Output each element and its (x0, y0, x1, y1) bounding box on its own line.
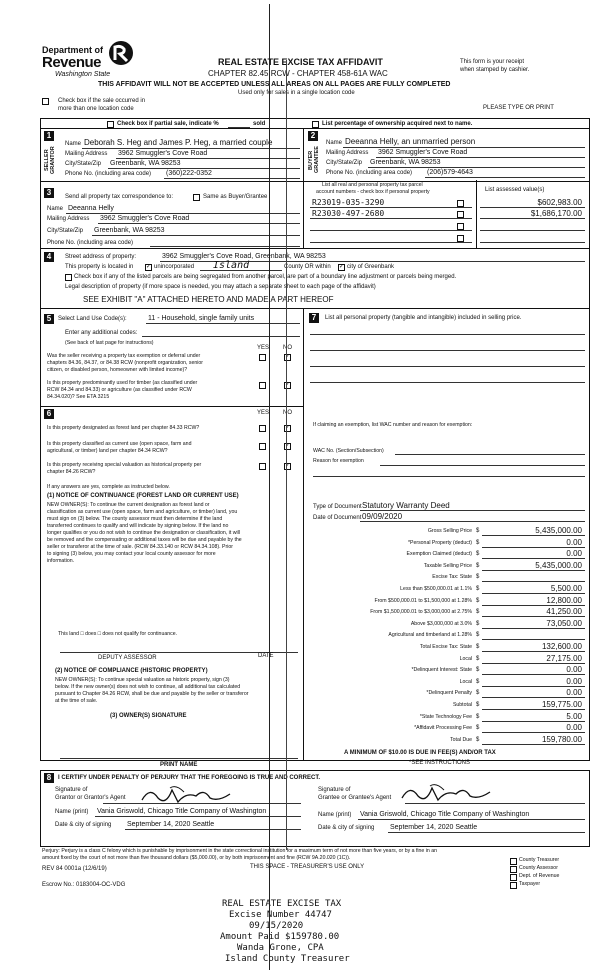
personal-property-line[interactable] (310, 366, 585, 367)
notice2-line: below. If the new owner(s) does not wish to continue, all additional tax calculated (55, 684, 241, 690)
notice1-line: longer qualifies or you do not wish to continue the designation or classification, it will (47, 530, 240, 536)
street-value[interactable]: 3962 Smuggler's Cove Road, Greenbank, WA 98253 (162, 253, 326, 260)
s6-q3-yes-checkbox[interactable] (259, 463, 266, 470)
reason-line[interactable] (313, 476, 585, 477)
county-handwritten[interactable]: Island (213, 260, 250, 271)
tax-row-label: Local (459, 656, 472, 662)
multi-location-checkbox[interactable] (42, 98, 49, 105)
seller-name-value[interactable]: Deborah S. Heg and James P. Heg, a married couple (84, 138, 273, 147)
grantor-name-label: Name (print) (55, 809, 89, 815)
s5-q1-line2: chapters 84.36, 84.37, or 84.38 RCW (nonprofit organization, senior (47, 360, 204, 366)
multi-location-label-1: Check box if the sale occurred in (58, 98, 146, 104)
unincorporated-checkbox[interactable]: ✓ (146, 264, 152, 270)
doc-date-value[interactable]: 09/09/2020 (362, 512, 403, 521)
tax-row-value[interactable]: 0.00 (566, 677, 582, 686)
grantee-date-label: Date & city of signing (318, 825, 375, 831)
corr-city-value[interactable]: Greenbank, WA 98253 (94, 227, 165, 234)
same-as-buyer-checkbox[interactable] (193, 194, 200, 201)
stamp-line: REAL ESTATE EXCISE TAX (222, 899, 342, 909)
located-label: This property is located in (65, 264, 134, 270)
dollar-sign: $ (476, 609, 480, 615)
seller-phone-label: Phone No. (including area code) (65, 171, 152, 177)
corr-city-label: City/State/Zip (47, 228, 84, 234)
underline (480, 218, 585, 219)
notice1-line: transferred continues to qualify and will indicate by signing below. If the land no (47, 523, 229, 529)
tax-row-underline (482, 558, 585, 559)
s6-yes-header: YES (257, 410, 270, 416)
wac-label: WAC No. (Section/Subsection) (313, 448, 384, 454)
personal-property-line[interactable] (310, 350, 585, 351)
notice1-line: classification as current use (open space, farm and agriculture, or timber) land, you (47, 509, 238, 515)
tax-row-label: *Affidavit Processing Fee (414, 725, 472, 731)
tax-row-value[interactable]: 12,800.00 (546, 596, 582, 605)
tax-row-value[interactable]: 5,435,000.00 (535, 561, 582, 570)
underline (360, 521, 585, 522)
same-as-buyer-label: Same as Buyer/Grantee (203, 194, 268, 200)
single-location-note: Used only for sales in a single location code (238, 90, 355, 96)
tax-row-underline (482, 721, 585, 722)
buyer-name-label: Name (326, 140, 343, 146)
underline (310, 230, 472, 231)
tax-row-value[interactable]: 27,175.00 (546, 654, 582, 663)
s6-q1-no-checkbox[interactable]: ✓ (285, 425, 291, 431)
street-label: Street address of property: (65, 254, 137, 260)
underline (358, 819, 585, 820)
dollar-sign: $ (476, 632, 480, 638)
grantee-sig-label-2: Grantee or Grantee's Agent (318, 795, 392, 801)
underline (360, 510, 585, 511)
certify-statement: I CERTIFY UNDER PENALTY OF PERJURY THAT THE FOREGOING IS TRUE AND CORRECT. (58, 775, 321, 781)
tax-row-value[interactable]: 159,780.00 (541, 735, 582, 744)
city-of-checkbox[interactable]: ✓ (339, 264, 345, 270)
tax-row-underline (482, 651, 585, 652)
tax-row-underline (482, 744, 585, 745)
additional-codes-label: Enter any additional codes: (65, 330, 138, 336)
deputy-assessor-label: DEPUTY ASSESSOR (98, 655, 157, 661)
personal-property-checkbox[interactable] (457, 200, 464, 207)
s6-no-header: NO (283, 410, 292, 416)
land-use-value[interactable]: 11 - Household, single family units (148, 315, 255, 322)
dollar-sign: $ (476, 586, 480, 592)
tax-row-underline (482, 732, 585, 733)
tax-row-value[interactable]: 5,435,000.00 (535, 526, 582, 535)
underline (310, 207, 472, 208)
dollar-sign: $ (476, 690, 480, 696)
legal-label: Legal description of property (if more space is needed, you may attach a separate sheet to each page of the affidavit) (65, 284, 376, 290)
dollar-sign: $ (476, 656, 480, 662)
dollar-sign: $ (476, 563, 480, 569)
form-title: REAL ESTATE EXCISE TAX AFFIDAVIT (218, 57, 383, 67)
checklist-label: County Treasurer (519, 857, 560, 863)
tax-row-underline (482, 547, 585, 548)
seller-city-label: City/State/Zip (65, 161, 102, 167)
stamp-line: Amount Paid $159780.00 (220, 932, 340, 942)
underline (125, 829, 301, 830)
form-revision: REV 84 0001a (12/6/19) (42, 866, 107, 872)
tax-row-underline (482, 709, 585, 710)
s6-q1: Is this property designated as forest land per chapter 84.33 RCW? (47, 425, 200, 431)
corr-addr-label: Mailing Address (47, 216, 90, 222)
doc-type-label: Type of Document (313, 504, 362, 510)
doc-type-value[interactable]: Statutory Warranty Deed (362, 501, 450, 510)
grantor-name-value[interactable]: Vania Griswold, Chicago Title Company of Washington (97, 808, 267, 815)
personal-property-checkbox[interactable] (457, 223, 464, 230)
assessed-header: List assessed value(s) (485, 187, 545, 193)
divider (40, 406, 303, 407)
exemption-label: If claiming an exemption, list WAC number and reason for exemption: (313, 422, 473, 428)
s6-q1-yes-checkbox[interactable] (259, 425, 266, 432)
tax-row-label: *Delinquent Penalty (426, 690, 472, 696)
form-chapter: CHAPTER 82.45 RCW - CHAPTER 458-61A WAC (208, 69, 388, 78)
notice2-title: (2) NOTICE OF COMPLIANCE (HISTORIC PROPERTY) (55, 668, 208, 674)
section-1-number: 1 (44, 131, 54, 141)
checklist-label: Taxpayer (519, 881, 541, 887)
underline (480, 230, 585, 231)
seller-side-label: SELLER GRANTOR (44, 146, 56, 174)
tax-row-underline (482, 639, 585, 640)
dollar-sign: $ (476, 621, 480, 627)
list-pct-checkbox[interactable] (312, 121, 319, 128)
notice1-title: (1) NOTICE OF CONTINUANCE (FOREST LAND OR CURRENT USE) (47, 493, 239, 499)
tax-row-underline (482, 535, 585, 536)
grantor-sig-label-2: Grantor or Grantor's Agent (55, 795, 126, 801)
dollar-sign: $ (476, 528, 480, 534)
tax-row-value[interactable]: 41,250.00 (546, 607, 582, 616)
stamp-line: Island County Treasurer (225, 954, 350, 964)
county-treasurer-checkbox[interactable] (510, 858, 517, 865)
buyer-phone-label: Phone No. (including area code) (326, 170, 413, 176)
s6-q2-line1: Is this property classified as current use (open space, farm and (47, 441, 192, 447)
section-3-number: 3 (44, 188, 54, 198)
seller-addr-label: Mailing Address (65, 151, 108, 157)
tax-row-underline (482, 663, 585, 664)
multi-location-label-2: more than one location code (58, 106, 134, 112)
s6-q2-no-checkbox[interactable]: ✓ (285, 443, 291, 449)
land-qualify: This land □ does □ does not qualify for continuance. (58, 631, 178, 637)
stamp-line: Wanda Grone, CPA (237, 943, 324, 953)
notice1-line: must sign on (3) below. The county assessor must then determine if the land (47, 516, 223, 522)
tax-row-underline (482, 686, 585, 687)
parcel-number[interactable]: R23019-035-3290 (312, 198, 385, 207)
tax-row-value[interactable]: 0.00 (566, 538, 582, 547)
notice2-line: at the time of sale. (55, 698, 98, 704)
dollar-sign: $ (476, 667, 480, 673)
tax-row-value[interactable]: 5,500.00 (550, 584, 582, 593)
doc-date-label: Date of Document (313, 515, 362, 521)
grantee-signature-line[interactable] (405, 803, 585, 804)
section-8-number: 8 (44, 773, 54, 783)
taxpayer-checkbox[interactable] (510, 882, 517, 889)
tax-row-label: Total Excise Tax: State (419, 644, 472, 650)
divider (303, 180, 304, 248)
s5-q1-line1: Was the seller receiving a property tax exemption or deferral under (47, 353, 201, 359)
parcel-header-1: List all real and personal property tax parcel (322, 182, 423, 188)
grantee-name-label: Name (print) (318, 812, 352, 818)
wac-line[interactable] (395, 454, 585, 455)
dept-line2: Revenue (42, 54, 102, 71)
section-2-number: 2 (308, 131, 318, 141)
list-pct-label: List percentage of ownership acquired next to name. (322, 121, 473, 127)
underline (376, 157, 585, 158)
tax-row-value[interactable]: 132,600.00 (541, 642, 582, 651)
buyer-addr-label: Mailing Address (326, 150, 369, 156)
underline (82, 148, 300, 149)
reason-label: Reason for exemption (313, 458, 364, 464)
tax-row-value[interactable]: 5.00 (566, 712, 582, 721)
section-7-number: 7 (309, 313, 319, 323)
tax-row-label: Exemption Claimed (deduct) (406, 551, 472, 557)
underline (480, 242, 585, 243)
owner-signature-label: (3) OWNER(S) SIGNATURE (110, 713, 187, 719)
parcel-number[interactable]: R23030-497-2680 (312, 209, 385, 218)
parcel-header-2: account numbers - check box if personal property (316, 189, 430, 195)
s5-q2-line1: Is this property predominantly used for timber (as classified under (47, 380, 198, 386)
unincorporated-label: unincorporated (154, 264, 195, 270)
receipt-note-1: This form is your receipt (460, 59, 525, 65)
partial-sale-checkbox[interactable] (107, 121, 114, 128)
notice1-line: information. (47, 558, 75, 564)
tax-row-value[interactable]: 159,775.00 (541, 700, 582, 709)
county-assessor-checkbox[interactable] (510, 866, 517, 873)
exhibit-text[interactable]: SEE EXHIBIT "A" ATTACHED HERETO AND MADE A PART HEREOF (83, 295, 334, 304)
s6-q2-line2: agricultural, or timber) land per chapter 84.34 RCW? (47, 448, 168, 454)
corr-addr-value[interactable]: 3962 Smuggler's Cove Road (100, 215, 190, 222)
print-name-label: PRINT NAME (160, 762, 198, 768)
city-of-label: city of Greenbank (347, 264, 395, 270)
buyer-city-value[interactable]: Greenbank, WA 98253 (370, 159, 441, 166)
personal-property-checkbox[interactable] (457, 235, 464, 242)
corr-phone-line[interactable] (150, 246, 300, 247)
additional-codes-line[interactable] (142, 336, 300, 337)
s5-q1-yes-checkbox[interactable] (259, 354, 266, 361)
s5-q2-yes-checkbox[interactable] (259, 382, 266, 389)
underline (480, 207, 585, 208)
stamp-line: 09/15/2020 (249, 921, 304, 931)
personal-property-label: List all personal property (tangible and intangible) included in selling price. (325, 315, 522, 321)
underline (146, 323, 300, 324)
dollar-sign: $ (476, 714, 480, 720)
s5-yes-header: YES (257, 345, 270, 351)
buyer-addr-value[interactable]: 3962 Smuggler's Cove Road (378, 149, 468, 156)
tax-row-underline (482, 605, 585, 606)
partial-sale-label: Check box if partial sale, indicate % (117, 121, 219, 127)
see-back-note: (See back of last page for instructions) (65, 340, 154, 346)
grantee-date-value[interactable]: September 14, 2020 Seattle (390, 824, 478, 831)
dollar-sign: $ (476, 574, 480, 580)
stamp-line: Excise Number 44747 (229, 910, 332, 920)
s5-q2-line2: RCW 84.34 and 84.33) or agriculture (as classified under RCW (47, 387, 192, 393)
underline (108, 168, 300, 169)
tax-row-underline (482, 570, 585, 571)
s5-q1-line3: citizen, or disabled person, homeowner with limited income)? (47, 367, 188, 373)
reason-line[interactable] (380, 465, 585, 466)
tax-row-value[interactable]: 0.00 (566, 665, 582, 674)
dept-revenue-checkbox[interactable] (510, 874, 517, 881)
s5-no-header: NO (283, 345, 292, 351)
form-warning: THIS AFFIDAVIT WILL NOT BE ACCEPTED UNLESS ALL AREAS ON ALL PAGES ARE FULLY COMPLETED (98, 81, 451, 88)
send-correspondence-label: Send all property tax correspondence to: (65, 194, 174, 200)
checklist-label: County Assessor (519, 865, 558, 871)
buyer-side-label: BUYER GRANTEE (308, 146, 320, 174)
tax-row-label: Agricultural and timberland at 1.28% (388, 632, 472, 638)
tax-row-underline (482, 581, 585, 582)
minimum-fee-note: A MINIMUM OF $10.00 IS DUE IN FEE(S) AND/OR TAX (344, 750, 496, 756)
county-label: County OR within (284, 264, 331, 270)
grantee-sig-label-1: Signature of (318, 787, 351, 793)
tax-row-value[interactable]: 0.00 (566, 723, 582, 732)
underline (388, 832, 585, 833)
grantee-signature-icon (400, 780, 520, 804)
boundary-checkbox[interactable] (65, 274, 72, 281)
s6-q2-yes-checkbox[interactable] (259, 443, 266, 450)
divider (303, 308, 304, 760)
checklist-label: Dept. of Revenue (519, 873, 560, 879)
personal-property-line[interactable] (310, 334, 585, 335)
perjury-line-2: amount fixed by the court of not more than five thousand dollars ($5,000.00), or by both imprisonment and fine (RCW 9A.20.020 (1C)). (42, 855, 351, 861)
tax-row-label: From $500,000.01 to $1,500,000 at 1.28% (374, 598, 472, 604)
boundary-label: Check box if any of the listed parcels are being segregated from another parcel, are part of a boundary line adjustment or parcels being merged. (74, 274, 457, 280)
underline (164, 178, 300, 179)
seller-phone-value[interactable]: (360)222-0352 (166, 170, 212, 177)
notice2-line: NEW OWNER(S): To continue special valuation as historic property, sign (3) (55, 677, 230, 683)
tax-row-label: *Personal Property (deduct) (407, 540, 472, 546)
section-4-number: 4 (44, 252, 54, 262)
notice1-line: seller or transferor at the time of sale. (RCW 84.33.140 or RCW 84.34.108). Prior (47, 544, 233, 550)
underline (343, 147, 585, 148)
dollar-sign: $ (476, 679, 480, 685)
tax-row-value[interactable]: 0.00 (566, 549, 582, 558)
dor-emblem-icon (108, 40, 134, 66)
s5-q2-no-checkbox[interactable]: ✓ (285, 382, 291, 388)
scan-crease-line (286, 60, 287, 850)
treasurer-use-label: THIS SPACE - TREASURER'S USE ONLY (250, 864, 365, 870)
dollar-sign: $ (476, 702, 480, 708)
dollar-sign: $ (476, 598, 480, 604)
see-instructions-note: *SEE INSTRUCTIONS (409, 760, 471, 766)
tax-row-underline (482, 674, 585, 675)
s6-q3-no-checkbox[interactable]: ✓ (285, 463, 291, 469)
tax-row-value[interactable]: 73,050.00 (546, 619, 582, 628)
grantor-signature-line[interactable] (103, 803, 301, 804)
tax-row-label: Gross Selling Price (427, 528, 472, 534)
s6-q3-line1: Is this property receiving special valuation as historical property per (47, 462, 202, 468)
tax-row-underline (482, 628, 585, 629)
deputy-date-label: DATE (258, 653, 274, 659)
s5-q2-line3: 84.34.020)? See ETA 3215 (47, 394, 110, 400)
assessed-value[interactable]: $602,983.00 (537, 198, 582, 207)
if-yes-note: If any answers are yes, complete as instructed below. (47, 484, 170, 490)
grantor-sig-label-1: Signature of (55, 787, 88, 793)
notice1-line: to signing (3) below, you may contact your local county assessor for more (47, 551, 216, 557)
dollar-sign: $ (476, 644, 480, 650)
grantee-name-value[interactable]: Vania Griswold, Chicago Title Company of Washington (360, 811, 530, 818)
dollar-sign: $ (476, 725, 480, 731)
seller-addr-value[interactable]: 3962 Smuggler's Cove Road (118, 150, 208, 157)
assessed-value[interactable]: $1,686,170.00 (530, 209, 582, 218)
perjury-line-1: Perjury: Perjury is a class C felony which is punishable by imprisonment in the state correctional institution for a maximum term of not more than five years, or by a fine in an (42, 848, 437, 854)
tax-row-underline (482, 616, 585, 617)
personal-property-checkbox[interactable] (457, 211, 464, 218)
corr-name-value[interactable]: Deeanna Helly (68, 205, 114, 212)
divider (303, 128, 304, 180)
tax-row-label: From $1,500,000.01 to $3,000,000 at 2.75% (370, 609, 472, 615)
underline (66, 213, 300, 214)
dept-line3: Washington State (55, 71, 111, 78)
tax-row-label: Local (459, 679, 472, 685)
scan-crease-line (269, 4, 270, 970)
tax-row-underline (482, 697, 585, 698)
tax-row-label: Subtotal (452, 702, 472, 708)
print-name-line[interactable] (60, 758, 298, 759)
buyer-name-value[interactable]: Deeanna Helly, an unmarried person (345, 137, 476, 146)
sold-label: sold (253, 121, 266, 127)
notice1-line: be removed and the compensating or additional taxes will be due and payable by the (47, 537, 242, 543)
underline (368, 167, 585, 168)
notice2-line: pursuant to Chapter 84.26 RCW, shall be due and payable by the seller or transferor (55, 691, 249, 697)
underline (95, 816, 301, 817)
buyer-phone-value[interactable]: (206)579-4643 (427, 169, 473, 176)
tax-row-label: Excise Tax: State (432, 574, 472, 580)
dept-line1: Department of (42, 45, 104, 55)
dollar-sign: $ (476, 540, 480, 546)
underline (425, 177, 585, 178)
underline (116, 158, 300, 159)
dollar-sign: $ (476, 737, 480, 743)
escrow-number: Escrow No.: 0183004-OC-VDG (42, 882, 126, 888)
tax-row-label: Taxable Selling Price (423, 563, 472, 569)
dollar-sign: $ (476, 551, 480, 557)
notice1-line: NEW OWNER(S): To continue the current designation as forest land or (47, 502, 210, 508)
please-type: PLEASE TYPE OR PRINT (483, 105, 554, 111)
underline (310, 218, 472, 219)
seller-name-label: Name (65, 141, 82, 147)
tax-row-label: Less than $500,000.01 at 1.1% (400, 586, 472, 592)
tax-row-label: Total Due (450, 737, 472, 743)
tax-row-underline (482, 593, 585, 594)
personal-property-line[interactable] (310, 382, 585, 383)
underline (310, 242, 472, 243)
tax-row-value[interactable]: 0.00 (566, 688, 582, 697)
corr-name-label: Name (47, 206, 64, 212)
corr-phone-label: Phone No. (including area code) (47, 240, 134, 246)
tax-row-label: *Delinquent Interest: State (411, 667, 472, 673)
buyer-city-label: City/State/Zip (326, 160, 363, 166)
s5-q1-no-checkbox[interactable]: ✓ (285, 354, 291, 360)
divider (476, 180, 477, 248)
section-5-number: 5 (44, 314, 54, 324)
section-6-number: 6 (44, 409, 54, 419)
land-use-label: Select Land Use Code(s): (58, 316, 127, 322)
s6-q3-line2: chapter 84.26 RCW? (47, 469, 96, 475)
seller-city-value[interactable]: Greenbank, WA 98253 (110, 160, 181, 167)
tax-row-label: Above $3,000,000 at 3.0% (410, 621, 472, 627)
grantor-date-label: Date & city of signing (55, 822, 112, 828)
grantor-date-value[interactable]: September 14, 2020 Seattle (127, 821, 215, 828)
tax-row-label: *State Technology Fee (419, 714, 472, 720)
receipt-note-2: when stamped by cashier. (460, 67, 530, 73)
